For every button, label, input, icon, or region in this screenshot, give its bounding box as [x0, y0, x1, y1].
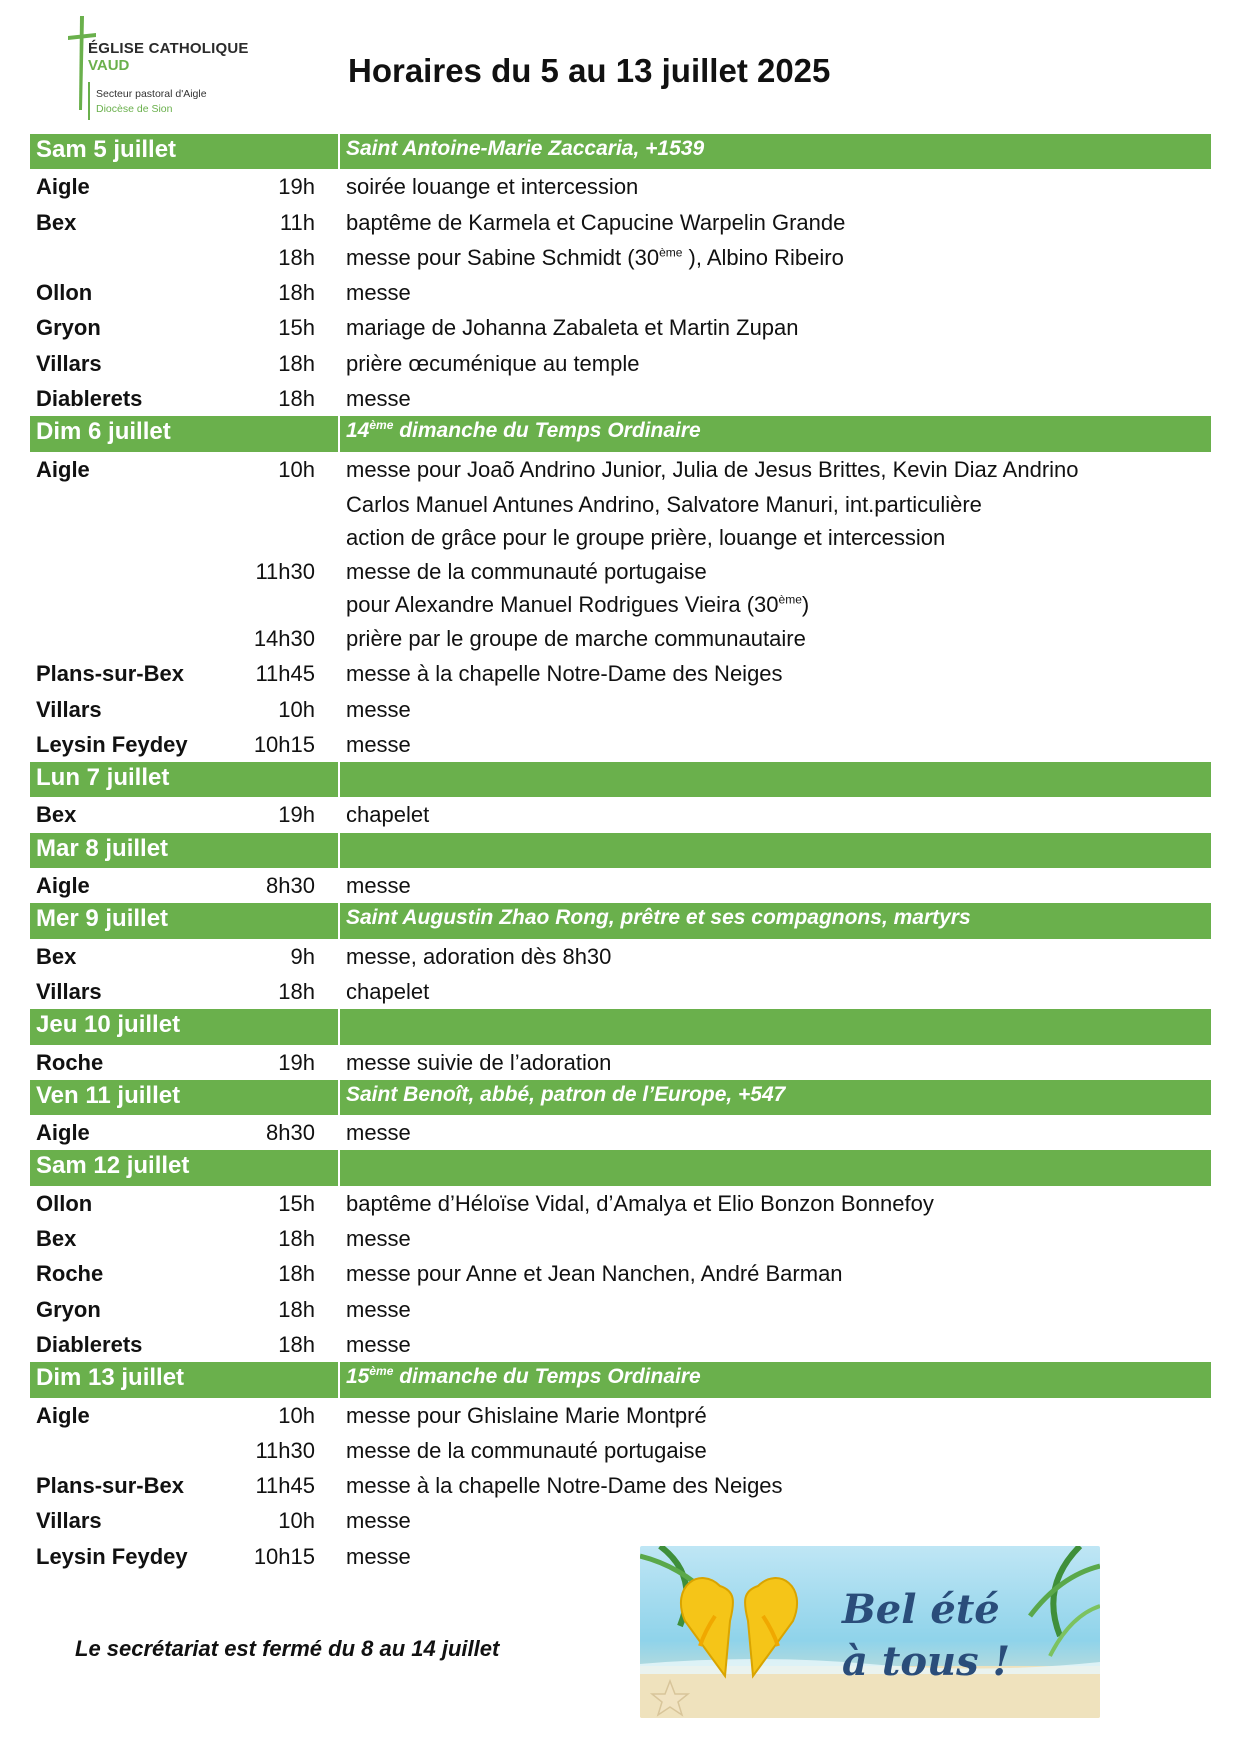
event-description [346, 732, 411, 758]
description-text: messe à la chapelle Notre-Dame des Neiges [346, 661, 783, 687]
event-description [346, 979, 429, 1005]
feast-text: Saint Antoine-Marie Zaccaria, +1539 [346, 137, 705, 160]
time-value: 9h [290, 943, 315, 969]
description-text: messe [346, 731, 411, 757]
feast-label [346, 1083, 785, 1107]
day-header [30, 134, 1211, 169]
place-name: Plans-sur-Bex [36, 1473, 184, 1499]
feast-text: Saint Benoît, abbé, patron de l’Europe, +547 [346, 1082, 786, 1106]
event-description [346, 1191, 934, 1217]
day-label: Jeu 10 juillet [36, 1011, 181, 1039]
description-superscript: ème [778, 593, 802, 608]
description-text: prière œcuménique au temple [346, 350, 640, 376]
schedule-row [30, 169, 1211, 204]
greeting-line1: Bel été [842, 1586, 1000, 1633]
place-name: Villars [36, 1508, 102, 1534]
feast-superscript: ème [369, 1364, 394, 1379]
place-name: Villars [36, 696, 102, 722]
time-value: 19h [278, 802, 315, 828]
day-label: Dim 6 juillet [36, 418, 171, 446]
time-value: 18h [278, 386, 315, 412]
schedule-row [30, 1398, 1211, 1433]
time-value: 18h [278, 350, 315, 376]
schedule-row [30, 1186, 1211, 1221]
place-name: Aigle [36, 873, 90, 899]
day-header [30, 1150, 1211, 1185]
description-text: pour Alexandre Manuel Rodrigues Vieira (30 [346, 592, 779, 618]
day-label: Mer 9 juillet [36, 905, 169, 933]
event-description [346, 1508, 411, 1534]
day-label: Sam 12 juillet [36, 1152, 190, 1180]
description-text: messe pour Sabine Schmidt (30 [346, 244, 660, 270]
place-name: Gryon [36, 315, 101, 341]
time-value: 18h [278, 1331, 315, 1357]
event-description [346, 492, 982, 518]
day-header-divider [338, 762, 340, 797]
schedule-row [30, 1327, 1211, 1362]
day-header [30, 1080, 1211, 1115]
time-value: 11h [279, 209, 315, 235]
time-value: 10h15 [253, 1543, 315, 1569]
place-name: Plans-sur-Bex [36, 661, 184, 687]
place-name: Diablerets [36, 386, 143, 412]
logo-line2: VAUD [88, 57, 130, 74]
place-name: Bex [36, 1226, 77, 1252]
time-value: 18h [278, 1296, 315, 1322]
day-header-divider [338, 1080, 340, 1115]
description-text: Carlos Manuel Antunes Andrino, Salvatore Manuri, int.particulière [346, 491, 982, 517]
description-text-rest: ), Albino Ribeiro [682, 244, 844, 270]
day-label: Mar 8 juillet [36, 834, 169, 862]
place-name: Diablerets [36, 1331, 143, 1357]
place-name: Bex [36, 802, 77, 828]
feast-label [346, 419, 701, 443]
time-value: 18h [278, 280, 315, 306]
description-text: messe [346, 1508, 411, 1534]
schedule-row [30, 310, 1211, 345]
description-text: messe [346, 1331, 411, 1357]
time-value: 10h [278, 456, 315, 482]
schedule-row [30, 797, 1211, 832]
feast-label [346, 137, 704, 161]
description-text: mariage de Johanna Zabaleta et Martin Zupan [346, 315, 799, 341]
description-text: messe, adoration dès 8h30 [346, 943, 612, 969]
event-description [346, 174, 638, 200]
day-header [30, 416, 1211, 451]
description-text: messe [346, 873, 411, 899]
time-value: 10h [278, 696, 315, 722]
schedule-row [30, 205, 1211, 240]
day-header-divider [338, 903, 340, 938]
time-value: 18h [278, 978, 315, 1004]
summer-greeting-image [640, 1546, 1100, 1718]
time-value: 19h [278, 1049, 315, 1075]
description-text: baptême de Karmela et Capucine Warpelin Grande [346, 209, 846, 235]
place-name: Leysin Feydey [36, 731, 188, 757]
day-header [30, 833, 1211, 868]
schedule-row [30, 1221, 1211, 1256]
time-value: 15h [278, 1190, 315, 1216]
logo-divider [88, 82, 90, 120]
day-label: Lun 7 juillet [36, 764, 170, 792]
time-value: 10h [278, 1402, 315, 1428]
diocese-logo [66, 14, 266, 124]
day-header-divider [338, 1009, 340, 1044]
time-value: 11h30 [255, 558, 315, 584]
event-description [346, 1438, 707, 1464]
day-header [30, 903, 1211, 938]
place-name: Aigle [36, 1120, 90, 1146]
place-name: Ollon [36, 1190, 93, 1216]
place-name: Bex [36, 943, 77, 969]
description-text: messe de la communauté portugaise [346, 558, 707, 584]
event-description [346, 525, 945, 551]
description-text: soirée louange et intercession [346, 174, 639, 200]
event-description [346, 626, 806, 652]
time-value: 15h [278, 315, 315, 341]
day-header [30, 1009, 1211, 1044]
event-description [346, 210, 845, 236]
event-description [346, 1226, 411, 1252]
time-value: 19h [278, 174, 315, 200]
time-value: 18h [278, 1261, 315, 1287]
day-label: Ven 11 juillet [36, 1081, 181, 1109]
place-name: Roche [36, 1261, 104, 1287]
schedule-row [30, 240, 1211, 275]
page-title: Horaires du 5 au 13 juillet 2025 [348, 52, 831, 89]
place-name: Gryon [36, 1296, 101, 1322]
summer-greeting-text [842, 1584, 1010, 1688]
day-header-divider [338, 416, 340, 451]
event-description [346, 592, 809, 618]
event-description [346, 1297, 411, 1323]
event-description [346, 315, 799, 341]
time-value: 10h15 [253, 731, 315, 757]
time-value: 8h30 [266, 873, 315, 899]
time-value: 11h45 [255, 1473, 315, 1499]
feast-superscript: ème [369, 418, 394, 433]
feast-text-rest: dimanche du Temps Ordinaire [393, 419, 701, 443]
description-text: chapelet [346, 978, 430, 1004]
description-text: messe [346, 280, 411, 306]
place-name: Leysin Feydey [36, 1543, 188, 1569]
schedule-row [30, 452, 1211, 487]
day-label: Sam 5 juillet [36, 136, 177, 163]
place-name: Aigle [36, 456, 90, 482]
event-description [346, 457, 1079, 483]
time-value: 14h30 [253, 625, 315, 651]
schedule-row [30, 381, 1211, 416]
schedule-row [30, 587, 1211, 621]
schedule-table [30, 134, 1211, 1574]
event-description [346, 1120, 411, 1146]
time-value: 11h30 [255, 1437, 315, 1463]
description-text: messe suivie de l’adoration [346, 1049, 612, 1075]
feast-text: 15 [346, 1365, 370, 1389]
event-description [346, 1261, 843, 1287]
event-description [346, 1544, 411, 1570]
time-value: 11h45 [255, 661, 315, 687]
day-header-divider [338, 1150, 340, 1185]
description-text: messe [346, 1296, 411, 1322]
place-name: Ollon [36, 280, 93, 306]
event-description [346, 873, 411, 899]
schedule-row [30, 520, 1211, 554]
schedule-row [30, 1292, 1211, 1327]
schedule-row [30, 275, 1211, 310]
schedule-row [30, 974, 1211, 1009]
description-text: messe [346, 696, 411, 722]
place-name: Roche [36, 1049, 104, 1075]
logo-sector: Secteur pastoral d'Aigle [96, 88, 207, 100]
schedule-row [30, 1503, 1211, 1538]
feast-text-rest: dimanche du Temps Ordinaire [393, 1365, 701, 1389]
event-description [346, 386, 411, 412]
description-text: action de grâce pour le groupe prière, louange et intercession [346, 525, 946, 551]
day-header-divider [338, 134, 340, 169]
feast-text: 14 [346, 419, 370, 443]
place-name: Aigle [36, 1402, 90, 1428]
day-header-divider [338, 1362, 340, 1397]
schedule-row [30, 487, 1211, 521]
description-text: messe pour Anne et Jean Nanchen, André Barman [346, 1261, 843, 1287]
description-text: messe à la chapelle Notre-Dame des Neiges [346, 1473, 783, 1499]
schedule-row [30, 656, 1211, 691]
day-header [30, 762, 1211, 797]
description-text: messe pour Ghislaine Marie Montpré [346, 1402, 707, 1428]
day-label: Dim 13 juillet [36, 1364, 185, 1392]
description-text: messe [346, 1543, 411, 1569]
description-superscript: ème [659, 245, 683, 260]
event-description [346, 245, 844, 271]
day-header-divider [338, 833, 340, 868]
place-name: Bex [36, 209, 77, 235]
schedule-row [30, 1115, 1211, 1150]
event-description [346, 944, 611, 970]
description-text: baptême d’Héloïse Vidal, d’Amalya et Elio Bonzon Bonnefoy [346, 1190, 934, 1216]
greeting-line2: à tous ! [842, 1638, 1011, 1685]
secretariat-note: Le secrétariat est fermé du 8 au 14 juillet [75, 1636, 500, 1661]
schedule-row [30, 1045, 1211, 1080]
event-description [346, 802, 429, 828]
schedule-row [30, 346, 1211, 381]
event-description [346, 559, 707, 585]
logo-diocese: Diocèse de Sion [96, 103, 173, 115]
place-name: Villars [36, 350, 102, 376]
feast-label [346, 1365, 701, 1389]
description-text: messe [346, 386, 411, 412]
schedule-row [30, 1433, 1211, 1468]
event-description [346, 697, 411, 723]
event-description [346, 1332, 411, 1358]
description-text: messe pour Joaõ Andrino Junior, Julia de Jesus Brittes, Kevin Diaz Andrino [346, 456, 1079, 482]
description-text-rest: ) [801, 592, 810, 618]
day-header [30, 1362, 1211, 1397]
place-name: Aigle [36, 174, 90, 200]
event-description [346, 1050, 611, 1076]
schedule-row [30, 727, 1211, 762]
description-text: messe de la communauté portugaise [346, 1437, 707, 1463]
time-value: 18h [278, 244, 315, 270]
event-description [346, 661, 783, 687]
logo-line1: ÉGLISE CATHOLIQUE [88, 40, 249, 57]
description-text: messe [346, 1120, 411, 1146]
description-text: chapelet [346, 802, 430, 828]
schedule-row [30, 939, 1211, 974]
feast-text: Saint Augustin Zhao Rong, prêtre et ses compagnons, martyrs [346, 906, 971, 930]
description-text: prière par le groupe de marche communautaire [346, 625, 806, 651]
event-description [346, 1473, 783, 1499]
schedule-row [30, 554, 1211, 588]
event-description [346, 1403, 707, 1429]
schedule-row [30, 1468, 1211, 1503]
schedule-row [30, 692, 1211, 727]
time-value: 18h [278, 1226, 315, 1252]
description-text: messe [346, 1226, 411, 1252]
time-value: 10h [278, 1508, 315, 1534]
feast-label [346, 906, 971, 930]
time-value: 8h30 [266, 1120, 315, 1146]
schedule-row [30, 621, 1211, 656]
schedule-row [30, 868, 1211, 903]
place-name: Villars [36, 978, 102, 1004]
schedule-row [30, 1256, 1211, 1291]
event-description [346, 280, 411, 306]
event-description [346, 351, 639, 377]
